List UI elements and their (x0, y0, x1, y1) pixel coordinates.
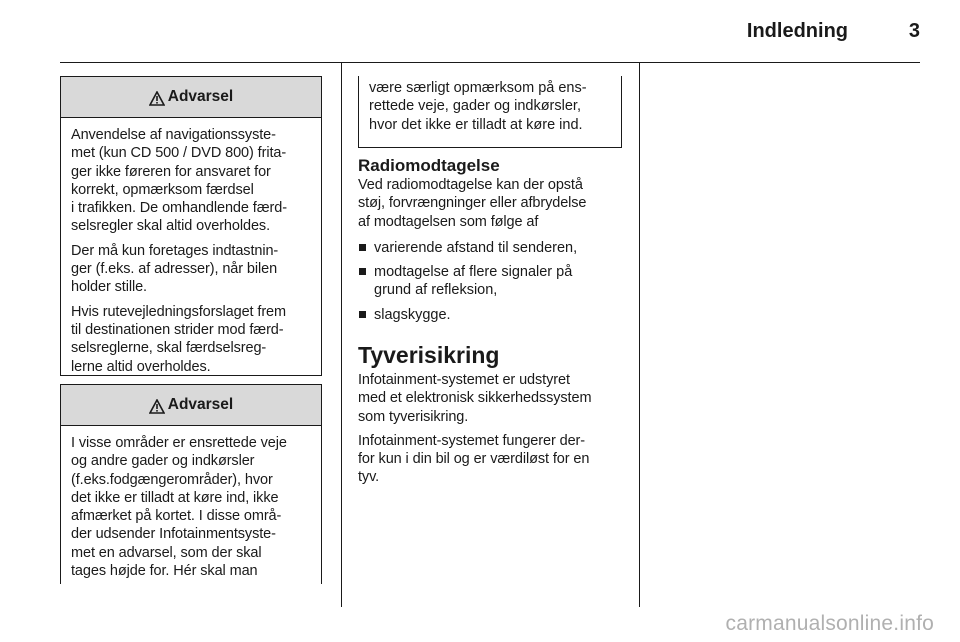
list-item: varierende afstand til senderen, (358, 239, 626, 257)
page-title: Indledning (746, 20, 848, 42)
warning-title: Advarsel (167, 88, 234, 105)
warning-body (61, 426, 321, 588)
bullet-square-icon (359, 244, 366, 251)
column-divider-left (341, 62, 342, 607)
list-item: slagskygge. (358, 306, 626, 324)
warning-body (61, 118, 321, 384)
page-number: 3 (908, 20, 920, 42)
theft-heading: Tyverisikring (358, 342, 500, 368)
bullet-square-icon (359, 268, 366, 275)
warning-header (61, 385, 321, 426)
radio-bullet-list (358, 239, 626, 324)
bullet-square-icon (359, 311, 366, 318)
warning-box-continued: være særligt opmærksom på ens- rettede veje, gader og indkørsler, hvor det ikke er tilladt at køre ind. (358, 76, 622, 148)
warning-box-navigation (60, 76, 322, 376)
radio-intro: Ved radiomodtagelse kan der opstå støj, forvrængninger eller afbrydelse af modtagelsen som følge af (358, 177, 587, 230)
warning-triangle-icon (149, 91, 165, 106)
warning-title: Advarsel (167, 396, 234, 413)
radio-heading: Radiomodtagelse (358, 156, 500, 175)
warning-paragraph: Anvendelse af navigationssyste- met (kun CD 500 / DVD 800) frita- ger ikke føreren for ansvaret for korrekt, opmærksom færdsel i trafikken. De omhandlende færd- selsregler skal altid overholdes. (71, 127, 287, 235)
theft-paragraph: Infotainment-systemet fungerer der- for kun i din bil og er værdiløst for en tyv. (358, 432, 590, 486)
warning-box-one-way-streets (60, 384, 322, 584)
warning-paragraph: Der må kun foretages indtastnin- ger (f.eks. af adresser), når bilen holder stille. (71, 242, 279, 296)
radio-section (358, 156, 626, 330)
theft-paragraph: Infotainment-systemet er udstyret med et elektronisk sikkerhedssystem som tyverisikring. (358, 372, 592, 425)
watermark: carmanualsonline.info (725, 612, 934, 635)
list-item: modtagelse af flere signaler på grund af refleksion, (358, 263, 626, 300)
warning-paragraph: I visse områder er ensrettede veje og andre gader og indkørsler (f.eks.fodgængerområder), hvor det ikke er tilladt at køre ind, ikke afmærket på kortet. I disse områ- der udsender Infotainmentsyste- met en advarsel, som der skal tages højde for. Hér skal man (71, 435, 287, 580)
page-header (60, 0, 920, 63)
warning-header (61, 77, 321, 118)
warning-triangle-icon (149, 399, 165, 414)
warning-paragraph: Hvis rutevejledningsforslaget frem til destinationen strider mod færd- selsreglerne, skal færdselsreg- lerne altid overholdes. (71, 303, 286, 375)
column-divider-right (639, 62, 640, 607)
theft-section (358, 341, 626, 493)
